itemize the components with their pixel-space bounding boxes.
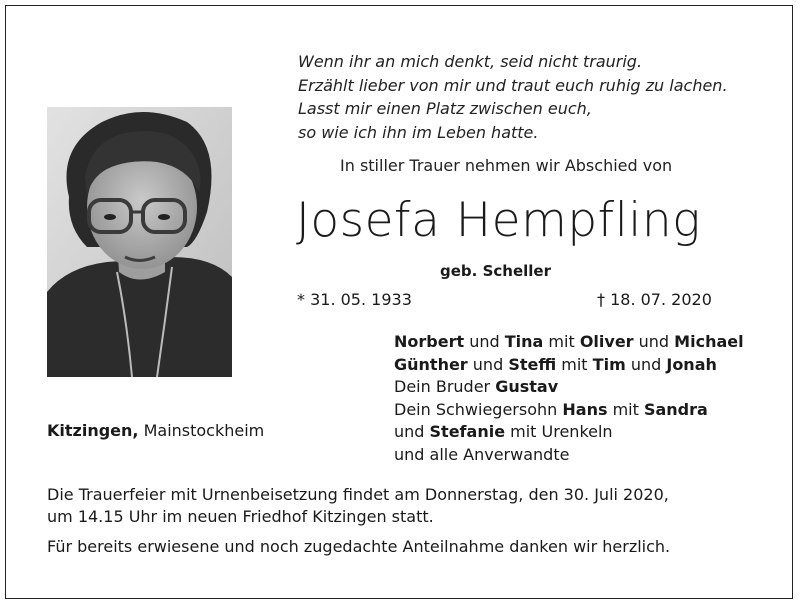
mourner-name: Hans — [562, 399, 608, 419]
location — [47, 421, 264, 440]
relation: Dein Schwiegersohn — [394, 399, 563, 419]
connector: und — [394, 422, 430, 441]
memorial-poem — [298, 50, 728, 144]
mourner-name: Oliver — [579, 332, 634, 351]
connector: mit — [543, 332, 580, 351]
mourner-name: Michael — [674, 332, 744, 351]
poem-line: Erzählt lieber von mir und traut euch ruhig zu lachen. — [298, 75, 728, 95]
relation: Dein Bruder — [394, 377, 496, 396]
mourner-line — [394, 354, 744, 377]
connector: mit — [607, 399, 644, 419]
connector: mit — [556, 354, 593, 374]
mourner-name: Günther — [394, 354, 468, 374]
connector: und — [467, 354, 509, 374]
mourner-name: Gustav — [495, 377, 559, 396]
poem-line: so wie ich ihn im Leben hatte. — [298, 122, 539, 142]
death-date: † 18. 07. 2020 — [597, 290, 712, 309]
location-city: Kitzingen, — [47, 421, 139, 440]
deceased-name: Josefa Hempfling — [296, 193, 701, 248]
mourner-line — [394, 376, 744, 399]
thanks-note: Für bereits erwiesene und noch zugedachte Anteilnahme danken wir herzlich. — [47, 537, 671, 556]
mourner-name: Sandra — [643, 399, 708, 419]
connector: und — [633, 332, 675, 351]
mourner-line — [394, 399, 744, 422]
mourners-list — [394, 331, 744, 466]
connector: und — [464, 332, 505, 351]
connector: und — [625, 354, 667, 374]
mourner-name: Norbert — [394, 332, 465, 351]
mourner-line: und alle Anverwandte — [394, 444, 570, 464]
mourner-name: Tim — [592, 354, 626, 374]
mourner-name: Steffi — [508, 354, 557, 374]
mourner-name: Jonah — [666, 354, 717, 374]
service-line: um 14.15 Uhr im neuen Friedhof Kitzingen statt. — [47, 507, 434, 526]
mourner-line — [394, 331, 744, 354]
service-line: Die Trauerfeier mit Urnenbeisetzung findet am Donnerstag, den 30. Juli 2020, — [47, 485, 669, 504]
poem-line: Wenn ihr an mich denkt, seid nicht traurig. — [298, 52, 643, 71]
birth-date: * 31. 05. 1933 — [297, 290, 412, 309]
mourner-line — [394, 421, 744, 444]
portrait-image — [47, 107, 232, 377]
intro-text: In stiller Trauer nehmen wir Abschied von — [340, 156, 673, 175]
relation: mit Urenkeln — [505, 422, 613, 441]
mourner-name: Stefanie — [429, 422, 506, 441]
funeral-service-info — [47, 484, 669, 528]
portrait-photo — [47, 107, 232, 377]
location-district: Mainstockheim — [138, 421, 265, 440]
poem-line: Lasst mir einen Platz zwischen euch, — [298, 99, 592, 118]
maiden-name: geb. Scheller — [440, 262, 551, 280]
mourner-name: Tina — [504, 332, 544, 351]
